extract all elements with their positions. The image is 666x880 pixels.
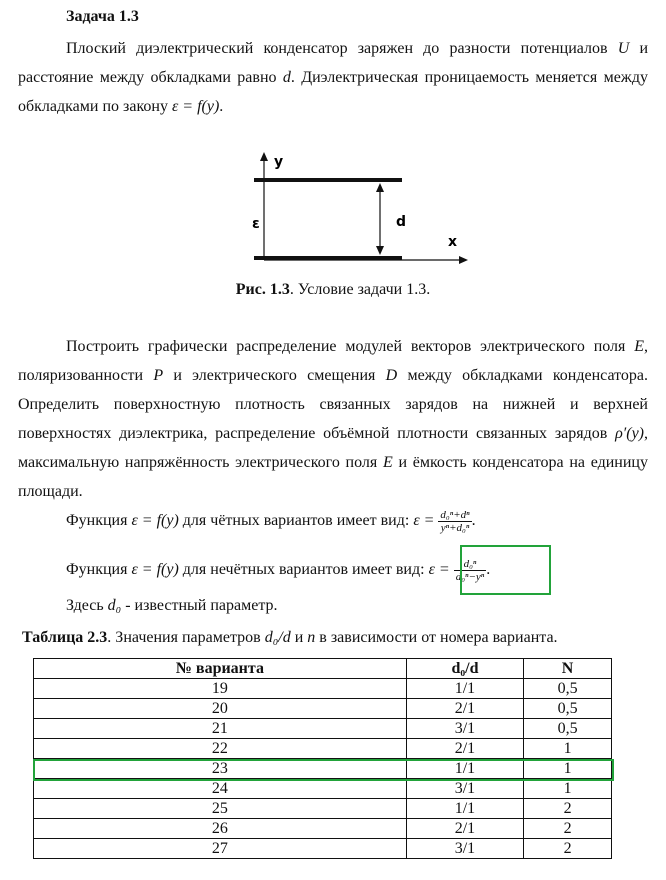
cell-ratio: 1/1 xyxy=(406,799,523,819)
note-line xyxy=(66,597,278,615)
cell-variant: 20 xyxy=(34,699,407,719)
cell-ratio: 2/1 xyxy=(406,819,523,839)
task-text-6: и ёмкость конденсатора на единицу площади. xyxy=(18,454,648,500)
header-variant: № варианта xyxy=(34,659,407,679)
cell-variant: 19 xyxy=(34,679,407,699)
distance-label: d xyxy=(396,214,407,230)
task-text-5: , максимальную напряжённость электрического поля xyxy=(18,425,648,471)
gap-arrowhead-up xyxy=(376,183,384,192)
table-header-row xyxy=(34,659,612,679)
row-23-highlight xyxy=(33,759,614,781)
odd-prefix: Функция xyxy=(66,561,132,579)
cell-ratio: 3/1 xyxy=(406,779,523,799)
odd-law: ε = f(y) xyxy=(131,561,179,579)
even-lhs: ε = xyxy=(413,512,435,530)
cell-variant: 26 xyxy=(34,819,407,839)
table-row xyxy=(34,779,612,799)
cell-ratio: 2/1 xyxy=(406,739,523,759)
rho-formula: ρ′(y) xyxy=(615,425,644,442)
cell-variant: 25 xyxy=(34,799,407,819)
cell-n: 0,5 xyxy=(524,699,612,719)
symbol-d-field: D xyxy=(385,367,398,384)
symbol-e: E xyxy=(634,338,644,355)
gap-arrowhead-down xyxy=(376,246,384,255)
even-prefix: Функция xyxy=(66,512,132,530)
capacitor-figure xyxy=(240,152,470,270)
even-numerator: d₀ⁿ+dⁿ xyxy=(440,509,470,521)
task-paragraph xyxy=(18,332,648,506)
even-end: . xyxy=(471,512,476,530)
cell-variant: 27 xyxy=(34,839,407,859)
header-ratio: d₀/d xyxy=(406,659,523,679)
cell-variant: 23 xyxy=(34,759,407,779)
table-row xyxy=(34,699,612,719)
axis-y-label: y xyxy=(274,154,284,170)
intro-paragraph xyxy=(18,34,648,121)
symbol-u: U xyxy=(617,40,630,57)
table-row xyxy=(34,839,612,859)
cell-n: 1 xyxy=(524,759,612,779)
odd-denominator: d₀ⁿ−yⁿ xyxy=(455,571,485,583)
cell-ratio: 2/1 xyxy=(406,699,523,719)
intro-text-3: . Диэлектрическая проницаемость меняется между обкладками по закону xyxy=(18,69,648,115)
task-text-3: и электрического смещения xyxy=(163,367,386,384)
epsilon-label: ε xyxy=(252,216,260,232)
cell-variant: 21 xyxy=(34,719,407,739)
figure-caption xyxy=(0,281,666,299)
y-axis-arrowhead xyxy=(260,152,268,161)
note-d0: d₀ xyxy=(107,597,122,614)
odd-formula-highlight xyxy=(460,545,551,595)
intro-text-4: . xyxy=(219,98,224,115)
table-caption-ratio: d₀/d xyxy=(264,629,291,646)
even-denominator: yⁿ+d₀ⁿ xyxy=(440,522,470,534)
symbol-p: P xyxy=(153,367,164,384)
note-text-2: - известный параметр. xyxy=(121,597,278,614)
even-middle: для чётных вариантов имеет вид: xyxy=(178,512,414,530)
table-row xyxy=(34,679,612,699)
even-function-line xyxy=(66,509,476,534)
note-text-1: Здесь xyxy=(66,597,108,614)
odd-end: . xyxy=(486,561,491,579)
intro-text-1: Плоский диэлектрический конденсатор заряжен до разности потенциалов xyxy=(66,40,618,57)
even-law: ε = f(y) xyxy=(131,512,179,530)
symbol-e-2: E xyxy=(382,454,393,471)
table-row xyxy=(34,719,612,739)
cell-ratio: 3/1 xyxy=(406,839,523,859)
table-caption xyxy=(22,629,558,647)
cell-n: 1 xyxy=(524,779,612,799)
law-formula: ε = f(y) xyxy=(171,98,220,115)
table-caption-text-1: . Значения параметров xyxy=(107,629,265,646)
symbol-d: d xyxy=(282,69,291,86)
cell-n: 2 xyxy=(524,799,612,819)
table-caption-text-2: и xyxy=(290,629,308,646)
header-n: N xyxy=(524,659,612,679)
cell-ratio: 3/1 xyxy=(406,719,523,739)
table-caption-n: n xyxy=(307,629,316,646)
cell-variant: 24 xyxy=(34,779,407,799)
cell-n: 1 xyxy=(524,739,612,759)
table-row xyxy=(34,819,612,839)
x-axis-arrowhead xyxy=(459,256,468,264)
cell-n: 2 xyxy=(524,839,612,859)
task-text-4: между обкладками конденсатора. Определить поверхностную плотность связанных зарядов на нижней и верхней поверхностях диэлектрика, распределение объёмной плотности связанных зарядов xyxy=(18,367,649,442)
cell-variant: 22 xyxy=(34,739,407,759)
odd-lhs: ε = xyxy=(428,561,450,579)
table-caption-text-3: в зависимости от номера варианта. xyxy=(315,629,558,646)
problem-title: Задача 1.3 xyxy=(66,8,139,25)
table-row xyxy=(34,739,612,759)
cell-n: 0,5 xyxy=(524,679,612,699)
cell-n: 0,5 xyxy=(524,719,612,739)
odd-middle: для нечётных вариантов имеет вид: xyxy=(178,561,429,579)
axis-x-label: x xyxy=(448,234,458,250)
figure-caption-label: Рис. 1.3 xyxy=(235,281,290,298)
even-fraction xyxy=(438,509,471,534)
cell-n: 2 xyxy=(524,819,612,839)
task-text-2: , поляризованности xyxy=(18,338,648,384)
task-text-1: Построить графически распределение модулей векторов электрического поля xyxy=(66,338,635,355)
cell-ratio: 1/1 xyxy=(406,679,523,699)
cell-ratio: 1/1 xyxy=(406,759,523,779)
intro-text-2: и расстояние между обкладками равно xyxy=(18,40,649,86)
odd-function-line xyxy=(66,558,490,583)
table-row xyxy=(34,799,612,819)
odd-numerator: d₀ⁿ xyxy=(454,558,487,571)
table-caption-label: Таблица 2.3 xyxy=(22,629,108,646)
figure-caption-text: . Условие задачи 1.3. xyxy=(289,281,431,298)
